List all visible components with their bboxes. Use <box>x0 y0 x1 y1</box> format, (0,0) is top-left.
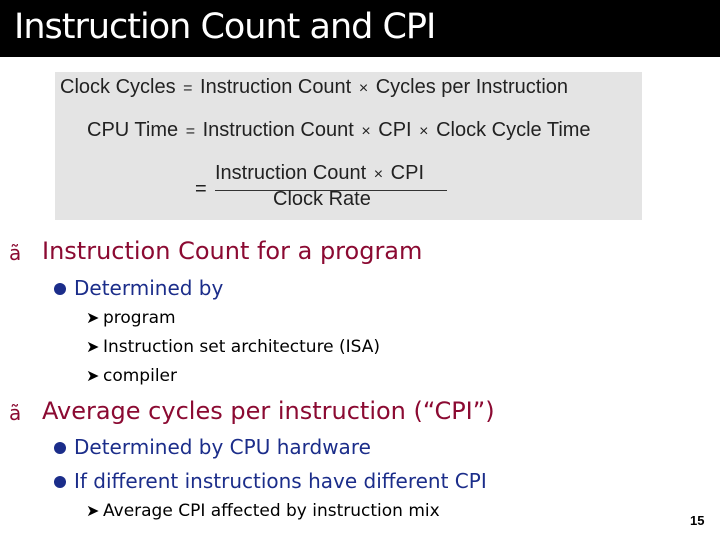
bullet-level2 <box>74 276 223 300</box>
equals-sign: = <box>195 178 207 200</box>
bullet-level1 <box>9 237 423 265</box>
bullet-text: Determined by CPU hardware <box>74 435 371 459</box>
formula-term: CPI <box>390 162 425 184</box>
arrow-right-icon: ➤ <box>86 337 100 356</box>
fraction-numerator <box>215 162 424 185</box>
bullet-dot-icon <box>54 476 66 488</box>
bullet-level3 <box>86 307 176 329</box>
formula-lhs: CPU Time <box>87 119 179 141</box>
times-sign: × <box>358 80 369 97</box>
formula-term: Instruction Count <box>202 119 354 141</box>
bullet-text: Average cycles per instruction (“CPI”) <box>42 397 495 425</box>
slide-title: Instruction Count and CPI <box>14 7 436 47</box>
formula-term: CPI <box>378 119 412 141</box>
bullet-level3 <box>86 365 177 387</box>
bullet-marker: ã <box>9 241 22 265</box>
bullet-level3 <box>86 500 440 522</box>
equals-sign: = <box>185 123 196 140</box>
formula-term: Cycles per Instruction <box>375 76 569 98</box>
bullet-dot-icon <box>54 283 66 295</box>
equals-sign: = <box>183 80 193 97</box>
times-sign: × <box>373 166 384 183</box>
bullet-level3 <box>86 336 381 358</box>
times-sign: × <box>419 123 429 140</box>
bullet-text: Instruction set architecture (ISA) <box>103 337 381 357</box>
fraction-denominator: Clock Rate <box>273 188 371 210</box>
bullet-dot-icon <box>54 442 66 454</box>
arrow-right-icon: ➤ <box>86 501 100 520</box>
formula-box <box>55 72 642 220</box>
arrow-right-icon: ➤ <box>86 308 100 327</box>
bullet-text: program <box>103 308 176 328</box>
bullet-text: Determined by <box>74 276 224 300</box>
times-sign: × <box>361 123 371 140</box>
bullet-level1 <box>9 397 495 425</box>
page-number: 15 <box>690 513 705 528</box>
bullet-text: If different instructions have different CPI <box>74 469 487 493</box>
arrow-right-icon: ➤ <box>86 366 100 385</box>
formula-cpu-time <box>87 119 591 142</box>
bullet-text: compiler <box>103 366 177 386</box>
title-bar <box>0 0 720 57</box>
formula-term: Clock Cycle Time <box>436 119 591 141</box>
bullet-text: Average CPI affected by instruction mix <box>103 501 440 521</box>
formula-lhs: Clock Cycles <box>60 76 176 98</box>
formula-clock-cycles <box>60 76 568 99</box>
formula-term: Instruction Count <box>200 76 352 98</box>
bullet-marker: ã <box>9 401 22 425</box>
bullet-level2 <box>74 469 487 493</box>
bullet-text: Instruction Count for a program <box>42 237 423 265</box>
bullet-level2 <box>74 435 371 459</box>
formula-term: Instruction Count <box>215 162 367 184</box>
